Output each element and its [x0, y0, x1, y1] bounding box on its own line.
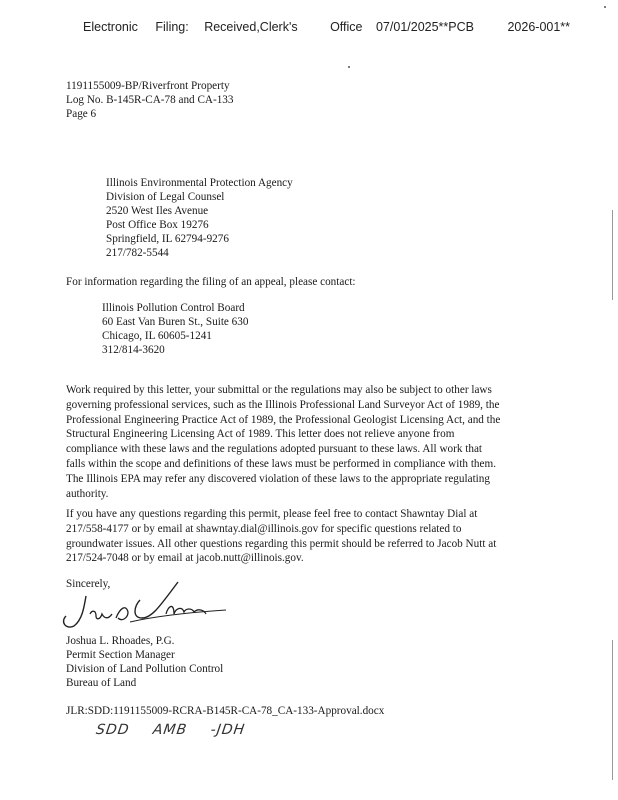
professional-laws-paragraph: Work required by this letter, your submittal or the regulations may also be subject to other laws governing professional services, such as the Illinois Professional Land Surveyor Act of 1989, the Professional Engineering Practice Act of 1989, the Professional Geologist Licensing Act, and the Structural Engineering Licensing Act of 1989. This letter does not relieve anyone from compliance with these laws and the regulations adopted pursuant to these laws. All work that falls within the scope and definitions of these laws must be performed in compliance with them. The Illinois EPA may refer any discovered violation of these laws to the appropriate regulating authority. — [66, 384, 501, 500]
board-address — [102, 301, 248, 357]
initials: AMB — [151, 722, 189, 738]
address-line: Springfield, IL 62794-9276 — [106, 233, 229, 245]
reference-line: Log No. B-145R-CA-78 and CA-133 — [66, 94, 234, 106]
stamp-date: 07/01/2025**PCB — [375, 20, 474, 34]
signatory-bureau: Bureau of Land — [66, 677, 137, 689]
appeal-contact-intro: For information regarding the filing of an appeal, please contact: — [66, 276, 356, 288]
scan-edge-mark — [612, 640, 613, 780]
closing: Sincerely, — [66, 578, 111, 590]
page-number: Page 6 — [66, 108, 97, 120]
stamp-docket: 2026-001** — [507, 20, 571, 34]
file-reference: JLR:SDD:1191155009-RCRA-B145R-CA-78_CA-133-Approval.docx — [66, 705, 385, 717]
letter-reference — [66, 79, 234, 121]
scan-edge-mark — [612, 210, 613, 300]
signatory-title: Permit Section Manager — [66, 649, 175, 661]
address-line: 2520 West Iles Avenue — [106, 205, 209, 217]
address-line: Chicago, IL 60605-1241 — [102, 330, 212, 342]
address-line: Illinois Environmental Protection Agency — [106, 177, 293, 189]
signatory-name: Joshua L. Rhoades, P.G. — [66, 635, 175, 647]
stamp-electronic: Electronic — [83, 20, 138, 34]
questions-paragraph: If you have any questions regarding this permit, please feel free to contact Shawntay Dial at 217/558-4177 or by email at shawntay.dial@illinois.gov for specific questions related to groundwater issues. All other questions regarding this permit should be referred to Jacob Nutt at 217/524-7048 or by email at jacob.nutt@illinois.gov. — [66, 508, 497, 565]
reference-line: 1191155009-BP/Riverfront Property — [66, 80, 230, 92]
initials: -JDH — [209, 722, 247, 738]
phone-number: 312/814-3620 — [102, 344, 165, 356]
signatory-division: Division of Land Pollution Control — [66, 663, 224, 675]
address-line: Illinois Pollution Control Board — [102, 302, 245, 314]
scan-speck — [604, 6, 606, 8]
address-line: Post Office Box 19276 — [106, 219, 209, 231]
handwritten-signature — [56, 578, 236, 638]
initials: SDD — [94, 722, 131, 738]
stamp-received: Received,Clerk's — [204, 20, 298, 34]
handwritten-initials — [95, 722, 264, 738]
phone-number: 217/782-5544 — [106, 247, 169, 259]
scan-speck — [348, 66, 350, 68]
address-line: 60 East Van Buren St., Suite 630 — [102, 316, 249, 328]
stamp-filing: Filing: — [155, 20, 189, 34]
address-line: Division of Legal Counsel — [106, 191, 225, 203]
signatory-block — [66, 634, 223, 690]
stamp-office: Office — [330, 20, 363, 34]
iepa-address — [106, 176, 293, 260]
filing-stamp — [83, 20, 570, 34]
